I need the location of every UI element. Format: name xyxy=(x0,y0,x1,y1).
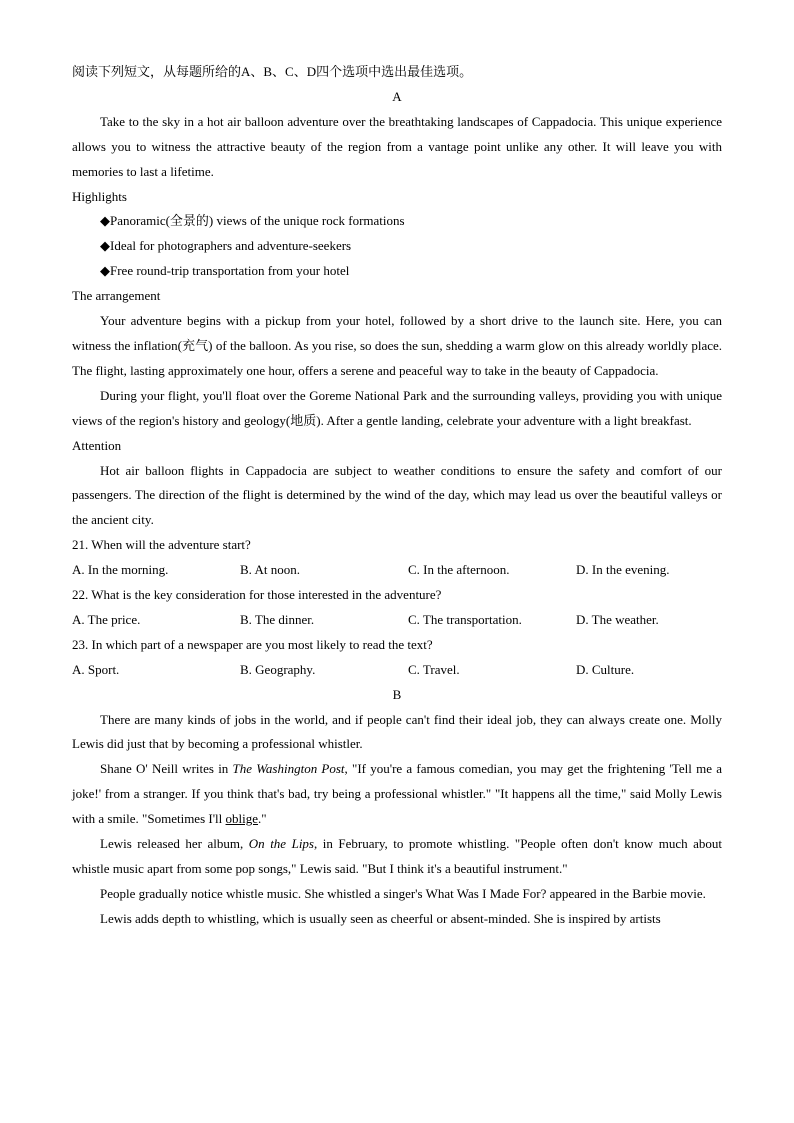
highlights-heading: Highlights xyxy=(72,188,127,204)
question-23: 23. In which part of a newspaper are you most likely to read the text? xyxy=(72,636,433,652)
arrangement-heading: The arrangement xyxy=(72,288,161,304)
paragraph-text: Lewis released her album, xyxy=(100,836,249,852)
attention-paragraph: Hot air balloon flights in Cappadocia are subject to weather conditions to ensure the safety and comfort of our passengers. The direction of the flight is determined by the wind of the day, which may lead us over the beautiful valleys or the ancient city. xyxy=(72,462,722,528)
option-a: A. The price. xyxy=(72,611,141,627)
passage-b-paragraph-5: Lewis adds depth to whistling, which is usually seen as cheerful or absent-minded. She is inspired by artists xyxy=(100,910,661,926)
instructions: 阅读下列短文，从每题所给的A、B、C、D四个选项中选出最佳选项。 xyxy=(72,64,473,79)
paragraph-text: , in February, to promote whistling. "People often don't know much about whistle music apart from some pop songs," Lewis said. "But I think it's a beautiful instrument." xyxy=(72,836,723,876)
question-22-options xyxy=(72,608,722,633)
passage-b-paragraph-4: People gradually notice whistle music. She whistled a singer's What Was I Made For? appeared in the Barbie movie. xyxy=(100,885,706,901)
option-c: C. In the afternoon. xyxy=(408,562,510,578)
attention-heading: Attention xyxy=(72,437,122,453)
option-d: D. Culture. xyxy=(576,661,635,677)
passage-b-paragraph-2 xyxy=(72,757,722,832)
paragraph-text: Shane O' Neill writes in xyxy=(100,761,233,777)
question-22: 22. What is the key consideration for those interested in the adventure? xyxy=(72,587,442,603)
paragraph-text: ." xyxy=(258,811,267,827)
option-a: A. Sport. xyxy=(72,661,120,677)
underlined-word: oblige xyxy=(225,811,259,827)
option-b: B. At noon. xyxy=(240,562,300,578)
question-21-options xyxy=(72,558,722,583)
option-d: D. In the evening. xyxy=(576,562,670,578)
passage-b-paragraph-3 xyxy=(72,832,722,882)
passage-a-intro: Take to the sky in a hot air balloon adventure over the breathtaking landscapes of Cappadocia. This unique experience allows you to witness the attractive beauty of the region from a vantage point unlike any other. It will leave you with memories to last a lifetime. xyxy=(72,113,722,179)
option-d: D. The weather. xyxy=(576,611,659,627)
highlight-item-1: ◆Panoramic(全景的) views of the unique rock formations xyxy=(100,213,405,229)
passage-b-paragraph-1: There are many kinds of jobs in the world, and if people can't find their ideal job, they can always create one. Molly Lewis did just that by becoming a professional whistler. xyxy=(72,711,722,752)
option-c: C. Travel. xyxy=(408,661,460,677)
question-23-options xyxy=(72,658,722,683)
paragraph-text: , "If you're a famous comedian, you may get the frightening 'Tell me a joke!' from a stranger. If you think that's bad, try being a professional whistler." "It happens all the time," said Molly Lewis with a smile. "Sometimes I'll xyxy=(72,761,722,827)
option-a: A. In the morning. xyxy=(72,562,169,578)
passage-b-label: B xyxy=(392,686,402,702)
arrangement-paragraph-2: During your flight, you'll float over the Goreme National Park and the surrounding valleys, providing you with unique views of the region's history and geology(地质). After a gentle landing, celebrate your adventure with a light breakfast. xyxy=(72,387,722,428)
highlight-item-2: ◆Ideal for photographers and adventure-seekers xyxy=(100,238,352,254)
question-21: 21. When will the adventure start? xyxy=(72,537,251,553)
option-b: B. The dinner. xyxy=(240,611,315,627)
exam-page xyxy=(72,60,722,932)
option-c: C. The transportation. xyxy=(408,611,522,627)
passage-a-label: A xyxy=(392,88,402,104)
highlight-item-3: ◆Free round-trip transportation from your hotel xyxy=(100,263,350,279)
album-title: On the Lips xyxy=(248,836,314,852)
option-b: B. Geography. xyxy=(240,661,316,677)
arrangement-paragraph-1: Your adventure begins with a pickup from your hotel, followed by a short drive to the launch site. Here, you can witness the inflation(充气) of the balloon. As you rise, so does the sun, shedding a warm glow on this already worldly place. The flight, lasting approximately one hour, offers a serene and peaceful way to take in the beauty of Cappadocia. xyxy=(72,313,722,378)
publication-title: The Washington Post xyxy=(232,761,345,777)
